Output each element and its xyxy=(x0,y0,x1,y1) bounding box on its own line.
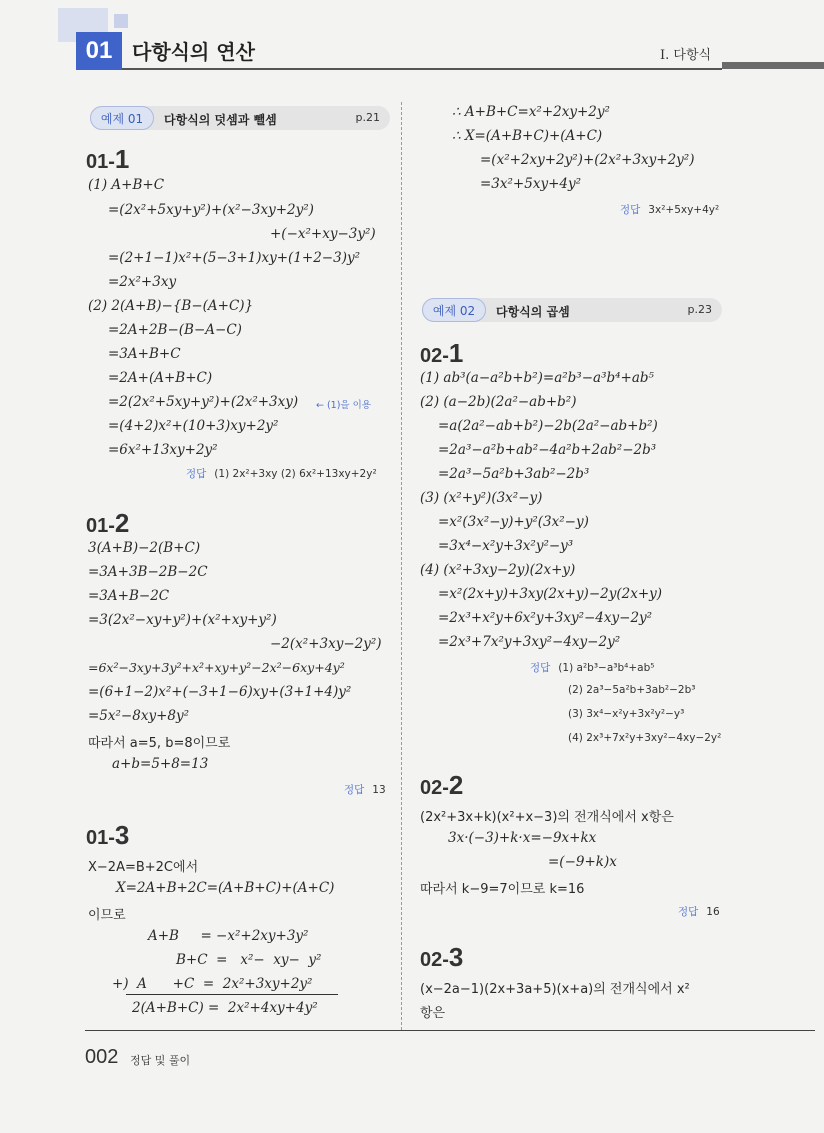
solution-line: 이므로 xyxy=(88,908,126,923)
solution-line: =6x²+13xy+2y² xyxy=(108,442,218,458)
solution-line: =5x²−8xy+8y² xyxy=(88,708,190,724)
solution-line: =(4+2)x²+(10+3)xy+2y² xyxy=(108,418,279,434)
solution-line: =3(2x²−xy+y²)+(x²+xy+y²) xyxy=(88,612,277,628)
solution-line: =(x²+2xy+2y²)+(2x²+3xy+2y²) xyxy=(480,152,695,168)
answer-line: 정답 (1) a²b³−a³b⁴+ab⁵ xyxy=(530,662,655,674)
solution-line: =2a³−a²b+ab²−4a²b+2ab²−2b³ xyxy=(438,442,657,458)
solution-line: X−2A=B+2C에서 xyxy=(88,860,199,875)
sum-underline xyxy=(126,994,338,995)
problem-heading-01-1: 01-1 xyxy=(86,144,130,174)
solution-line: =x²(2x+y)+3xy(2x+y)−2y(2x+y) xyxy=(438,586,663,602)
solution-line: 항은 xyxy=(420,1006,446,1021)
problem-heading-02-2: 02-2 xyxy=(420,770,464,800)
solution-line: 3x·(−3)+k·x=−9x+kx xyxy=(448,830,597,846)
page-number: 002 xyxy=(85,1046,119,1068)
solution-line: =(6+1−2)x²+(−3+1−6)xy+(3+1+4)y² xyxy=(88,684,352,700)
solution-line: (x−2a−1)(2x+3a+5)(x+a)의 전개식에서 x² xyxy=(420,982,690,997)
solution-line: ∴ X=(A+B+C)+(A+C) xyxy=(452,128,603,144)
answer-line: (4) 2x³+7x²y+3xy²−4xy−2y² xyxy=(568,732,722,744)
solution-line: =3A+B+C xyxy=(108,346,181,362)
answer-line: (2) 2a³−5a²b+3ab²−2b³ xyxy=(568,684,696,696)
column-divider xyxy=(401,102,402,1030)
solution-line: (3) (x²+y²)(3x²−y) xyxy=(420,490,543,506)
solution-line: 따라서 a=5, b=8이므로 xyxy=(88,736,231,751)
answer-line: (3) 3x⁴−x²y+3x²y²−y³ xyxy=(568,708,685,720)
solution-line: =2x³+x²y+6x²y+3xy²−4xy−2y² xyxy=(438,610,653,626)
chapter-title: 다항식의 연산 xyxy=(132,40,255,64)
chapter-badge: 01 xyxy=(76,32,122,70)
solution-line: =x²(3x²−y)+y²(3x²−y) xyxy=(438,514,589,530)
solution-line: 따라서 k−9=7이므로 k=16 xyxy=(420,882,585,897)
solution-line: +(−x²+xy−3y²) xyxy=(270,226,376,242)
solution-line: =(2+1−1)x²+(5−3+1)xy+(1+2−3)y² xyxy=(108,250,361,266)
solution-line: =2A+(A+B+C) xyxy=(108,370,213,386)
example-box-01 xyxy=(90,106,390,130)
solution-line: 3(A+B)−2(B+C) xyxy=(88,540,201,556)
solution-line: =2a³−5a²b+3ab²−2b³ xyxy=(438,466,590,482)
solution-line: (2) 2(A+B)−{B−(A+C)} xyxy=(88,298,254,314)
solution-line: (2) (a−2b)(2a²−ab+b²) xyxy=(420,394,577,410)
solution-line: ∴ A+B+C=x²+2xy+2y² xyxy=(452,104,610,120)
section-label: I. 다항식 xyxy=(660,48,712,63)
solution-line: =3x²+5xy+4y² xyxy=(480,176,582,192)
solution-line: a+b=5+8=13 xyxy=(112,756,209,772)
solution-line: =2x³+7x²y+3xy²−4xy−2y² xyxy=(438,634,621,650)
answer-line: 정답 (1) 2x²+3xy (2) 6x²+13xy+2y² xyxy=(186,468,377,480)
hint-note: ← (1)을 이용 xyxy=(316,400,371,411)
answer-line: 정답 13 xyxy=(344,784,386,796)
solution-line: =6x²−3xy+3y²+x²+xy+y²−2x²−6xy+4y² xyxy=(88,660,345,675)
solution-line: (2x²+3x+k)(x²+x−3)의 전개식에서 x항은 xyxy=(420,810,674,825)
problem-heading-01-3: 01-3 xyxy=(86,820,130,850)
solution-line: +) A +C = 2x²+3xy+2y² xyxy=(112,976,313,992)
solution-line: =(−9+k)x xyxy=(548,854,617,870)
solution-line: 2(A+B+C) = 2x²+4xy+4y² xyxy=(132,1000,318,1016)
example-pill: 예제 01 xyxy=(90,106,154,130)
problem-heading-02-3: 02-3 xyxy=(420,942,464,972)
solution-line: =2x²+3xy xyxy=(108,274,177,290)
problem-heading-01-2: 01-2 xyxy=(86,508,130,538)
footer-rule xyxy=(85,1030,815,1031)
solution-line: =3x⁴−x²y+3x²y²−y³ xyxy=(438,538,574,554)
example-pill: 예제 02 xyxy=(422,298,486,322)
header-rule xyxy=(122,68,722,70)
solution-line: (1) ab³(a−a²b+b²)=a²b³−a³b⁴+ab⁵ xyxy=(420,370,654,386)
header-decoration-small xyxy=(114,14,128,28)
solution-line: B+C = x²− xy− y² xyxy=(176,952,322,968)
solution-line: =a(2a²−ab+b²)−2b(2a²−ab+b²) xyxy=(438,418,658,434)
solution-line: =(2x²+5xy+y²)+(x²−3xy+2y²) xyxy=(108,202,314,218)
solution-line: (4) (x²+3xy−2y)(2x+y) xyxy=(420,562,576,578)
solution-line: −2(x²+3xy−2y²) xyxy=(270,636,382,652)
example-page-ref: p.23 xyxy=(687,303,712,316)
solution-line: X=2A+B+2C=(A+B+C)+(A+C) xyxy=(116,880,335,896)
footer-label: 정답 및 풀이 xyxy=(130,1054,191,1067)
solution-line: A+B = −x²+2xy+3y² xyxy=(148,928,309,944)
problem-heading-02-1: 02-1 xyxy=(420,338,464,368)
answer-line: 정답 3x²+5xy+4y² xyxy=(620,204,720,216)
example-box-02 xyxy=(422,298,722,322)
header-bar xyxy=(722,62,824,69)
solution-line: =2(2x²+5xy+y²)+(2x²+3xy) xyxy=(108,394,299,410)
solution-line: (1) A+B+C xyxy=(88,177,165,193)
solution-line: =2A+2B−(B−A−C) xyxy=(108,322,242,338)
example-title: 다항식의 곱셈 xyxy=(496,305,570,319)
solution-line: =3A+3B−2B−2C xyxy=(88,564,208,580)
answer-line: 정답 16 xyxy=(678,906,720,918)
example-page-ref: p.21 xyxy=(355,111,380,124)
solution-line: =3A+B−2C xyxy=(88,588,170,604)
example-title: 다항식의 덧셈과 뺄셈 xyxy=(164,113,277,127)
